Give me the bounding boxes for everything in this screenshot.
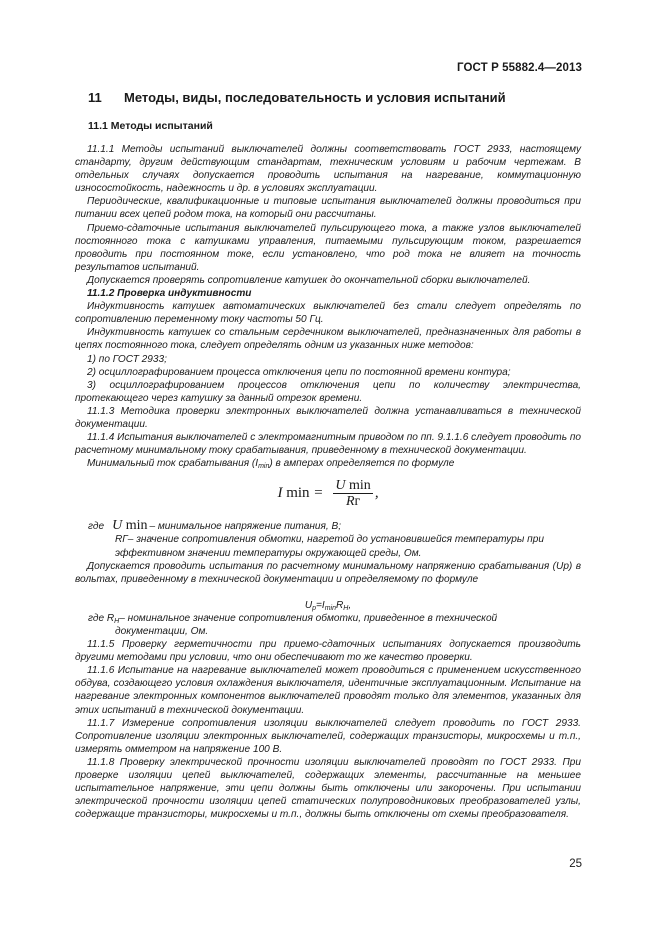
formula-imin-num-var: U [335, 477, 346, 493]
paragraph-coil-resistance: Допускается проверять сопротивление катушек до окончательной сборки выключателей. [87, 274, 531, 286]
heading-11-1-2: 11.1.2 Проверка индуктивности [87, 288, 252, 300]
document-body [75, 138, 581, 821]
section-heading [88, 90, 588, 105]
method-item-1: 1) по ГОСТ 2933; [87, 353, 167, 365]
imin-intro-sub: min [258, 463, 270, 471]
umin-symbol [112, 518, 147, 533]
formula-imin-lhs-var: I [277, 484, 283, 501]
paragraph-11-1-8: 11.1.8 Проверку электрической прочности изоляции выключателей проводят по ГОСТ 2933. При проверке изоляции цепей выключателей, содержащих элементы, рассчитанные на меньшее испытательное напряжение, эти цепи должны быть отключены или закорочены. При испытании электрической прочности изоляции цепей статических полупроводниковых преобразователей узлы, содержащие транзисторы, микросхемы и т.п., должны быть отключены от схемы преобразователя. [75, 756, 581, 821]
standard-designation: ГОСТ Р 55882.4—2013 [457, 62, 582, 74]
paragraph-periodic-tests: Периодические, квалификационные и типовые испытания выключателей должны проводиться при питании всех цепей родом тока, на который они рассчитаны. [75, 196, 581, 221]
formula-imin-den-sub: г [354, 493, 361, 509]
imin-intro-before: Минимальный ток срабатывания (I [87, 458, 259, 470]
formula-up-u-sub: p [312, 604, 317, 612]
subsection-heading: 11.1 Методы испытаний [88, 120, 213, 132]
where-umin [75, 519, 581, 533]
formula-imin-den-var: R [345, 493, 355, 509]
where-rn-description: – номинальное значение сопротивления обмотки, приведенное в технической [119, 612, 498, 624]
formula-up-u: U [304, 599, 313, 611]
umin-description: – минимальное напряжение питания, В; [149, 521, 342, 533]
where-label: где [88, 521, 105, 533]
paragraph-inductance-dc: Индуктивность катушек со стальным сердечником выключателей, предназначенных для работы в цепях постоянного тока, следует определять одним из указанных ниже методов: [75, 327, 581, 352]
paragraph-11-1-1: 11.1.1 Методы испытаний выключателей должны соответствовать ГОСТ 2933, настоящему стандарту, другим действующим стандартам, техническим условиям и рабочим чертежам. В отдельных случаях допускается проводить испытания на нагревание, коммутационную износостойкость, надежность и др. в условиях эксплуатации. [75, 144, 581, 195]
formula-imin-eq: = [313, 484, 324, 501]
formula-imin-comma: , [374, 484, 379, 501]
paragraph-acceptance-tests: Приемо-сдаточные испытания выключателей пульсирующего тока, а также узлов выключателей постоянного тока с катушками управления, питаемыми пульсирующим током, разрешается проводить при постоянном токе, если установлено, что род тока не влияет на точность результатов испытаний. [75, 222, 581, 273]
formula-up-r-sub: H [343, 604, 349, 612]
formula-imin-numerator [333, 479, 372, 494]
paragraph-11-1-6: 11.1.6 Испытание на нагревание выключателей может проводиться с применением искусственного обдува, создающего условия охлаждения выключателя, идентичные эксплуатационным. Испытание на нагревание электронных компонентов выключателей проводят только для элементов, указанных для этих испытаний в технической документации. [75, 665, 581, 716]
imin-intro-after: ) в амперах определяется по формуле [269, 458, 455, 470]
where-rn-prefix: где R [88, 612, 115, 624]
where-rg: RГ– значение сопротивления обмотки, нагретой до установившейся температуры при эффективном значении температуры окружающей среды, Ом. [115, 534, 544, 559]
where-rn-sub: H [114, 617, 120, 625]
paragraph-up-intro: Допускается проводить испытания по расчетному минимальному напряжению срабатывания (Up) в вольтах, приведенному в технической документации и определяемому по формуле [75, 560, 581, 585]
formula-up [75, 599, 581, 612]
paragraph-inductance-ac: Индуктивность катушек автоматических выключателей без стали следует определять по сопротивлению переменному току частоты 50 Гц. [75, 301, 581, 326]
formula-up-i-sub: min [324, 604, 336, 612]
formula-imin-denominator [346, 494, 360, 508]
where-rn-continuation: документации, Ом. [115, 626, 209, 637]
formula-imin-lhs [277, 484, 324, 501]
section-title-text: Методы, виды, последовательность и условия испытаний [124, 90, 506, 105]
umin-symbol-fn: min [125, 518, 148, 534]
paragraph-11-1-5: 11.1.5 Проверку герметичности при приемо-сдаточных испытаниях допускается производить другими методами при условии, что они обеспечивают то же качество проверки. [75, 639, 581, 664]
paragraph-imin-intro [75, 457, 581, 470]
formula-imin-lhs-fn: min [286, 484, 310, 501]
section-number: 11 [88, 90, 102, 105]
formula-imin [75, 473, 581, 513]
where-rn [75, 612, 581, 625]
paragraph-11-1-3: 11.1.3 Методика проверки электронных выключателей должна устанавливаться в технической документации. [75, 405, 581, 430]
formula-up-eq: =I [316, 599, 325, 611]
page-number: 25 [569, 858, 582, 870]
paragraph-11-1-7: 11.1.7 Измерение сопротивления изоляции выключателей следует проводить по ГОСТ 2933. Сопротивление изоляции электронных выключателей, содержащих транзисторы, микросхемы и т.п., измерять омметром на напряжение 100 В. [75, 717, 581, 755]
method-item-2: 2) осциллографированием процесса отключения цепи по постоянной времени контура; [87, 366, 511, 378]
paragraph-11-1-4: 11.1.4 Испытания выключателей с электромагнитным приводом по пп. 9.1.1.6 следует проводить по расчетному минимальному току срабатывания, приведенному в технической документации. [75, 432, 581, 457]
method-item-3: 3) осциллографированием процессов отключения цепи по количеству электричества, протекающего через катушку за данный отрезок времени. [75, 379, 581, 404]
umin-symbol-var: U [112, 518, 123, 534]
formula-imin-num-fn: min [349, 477, 371, 493]
formula-imin-fraction [333, 479, 372, 508]
formula-up-r: R [336, 599, 344, 611]
formula-up-comma: , [348, 599, 352, 611]
